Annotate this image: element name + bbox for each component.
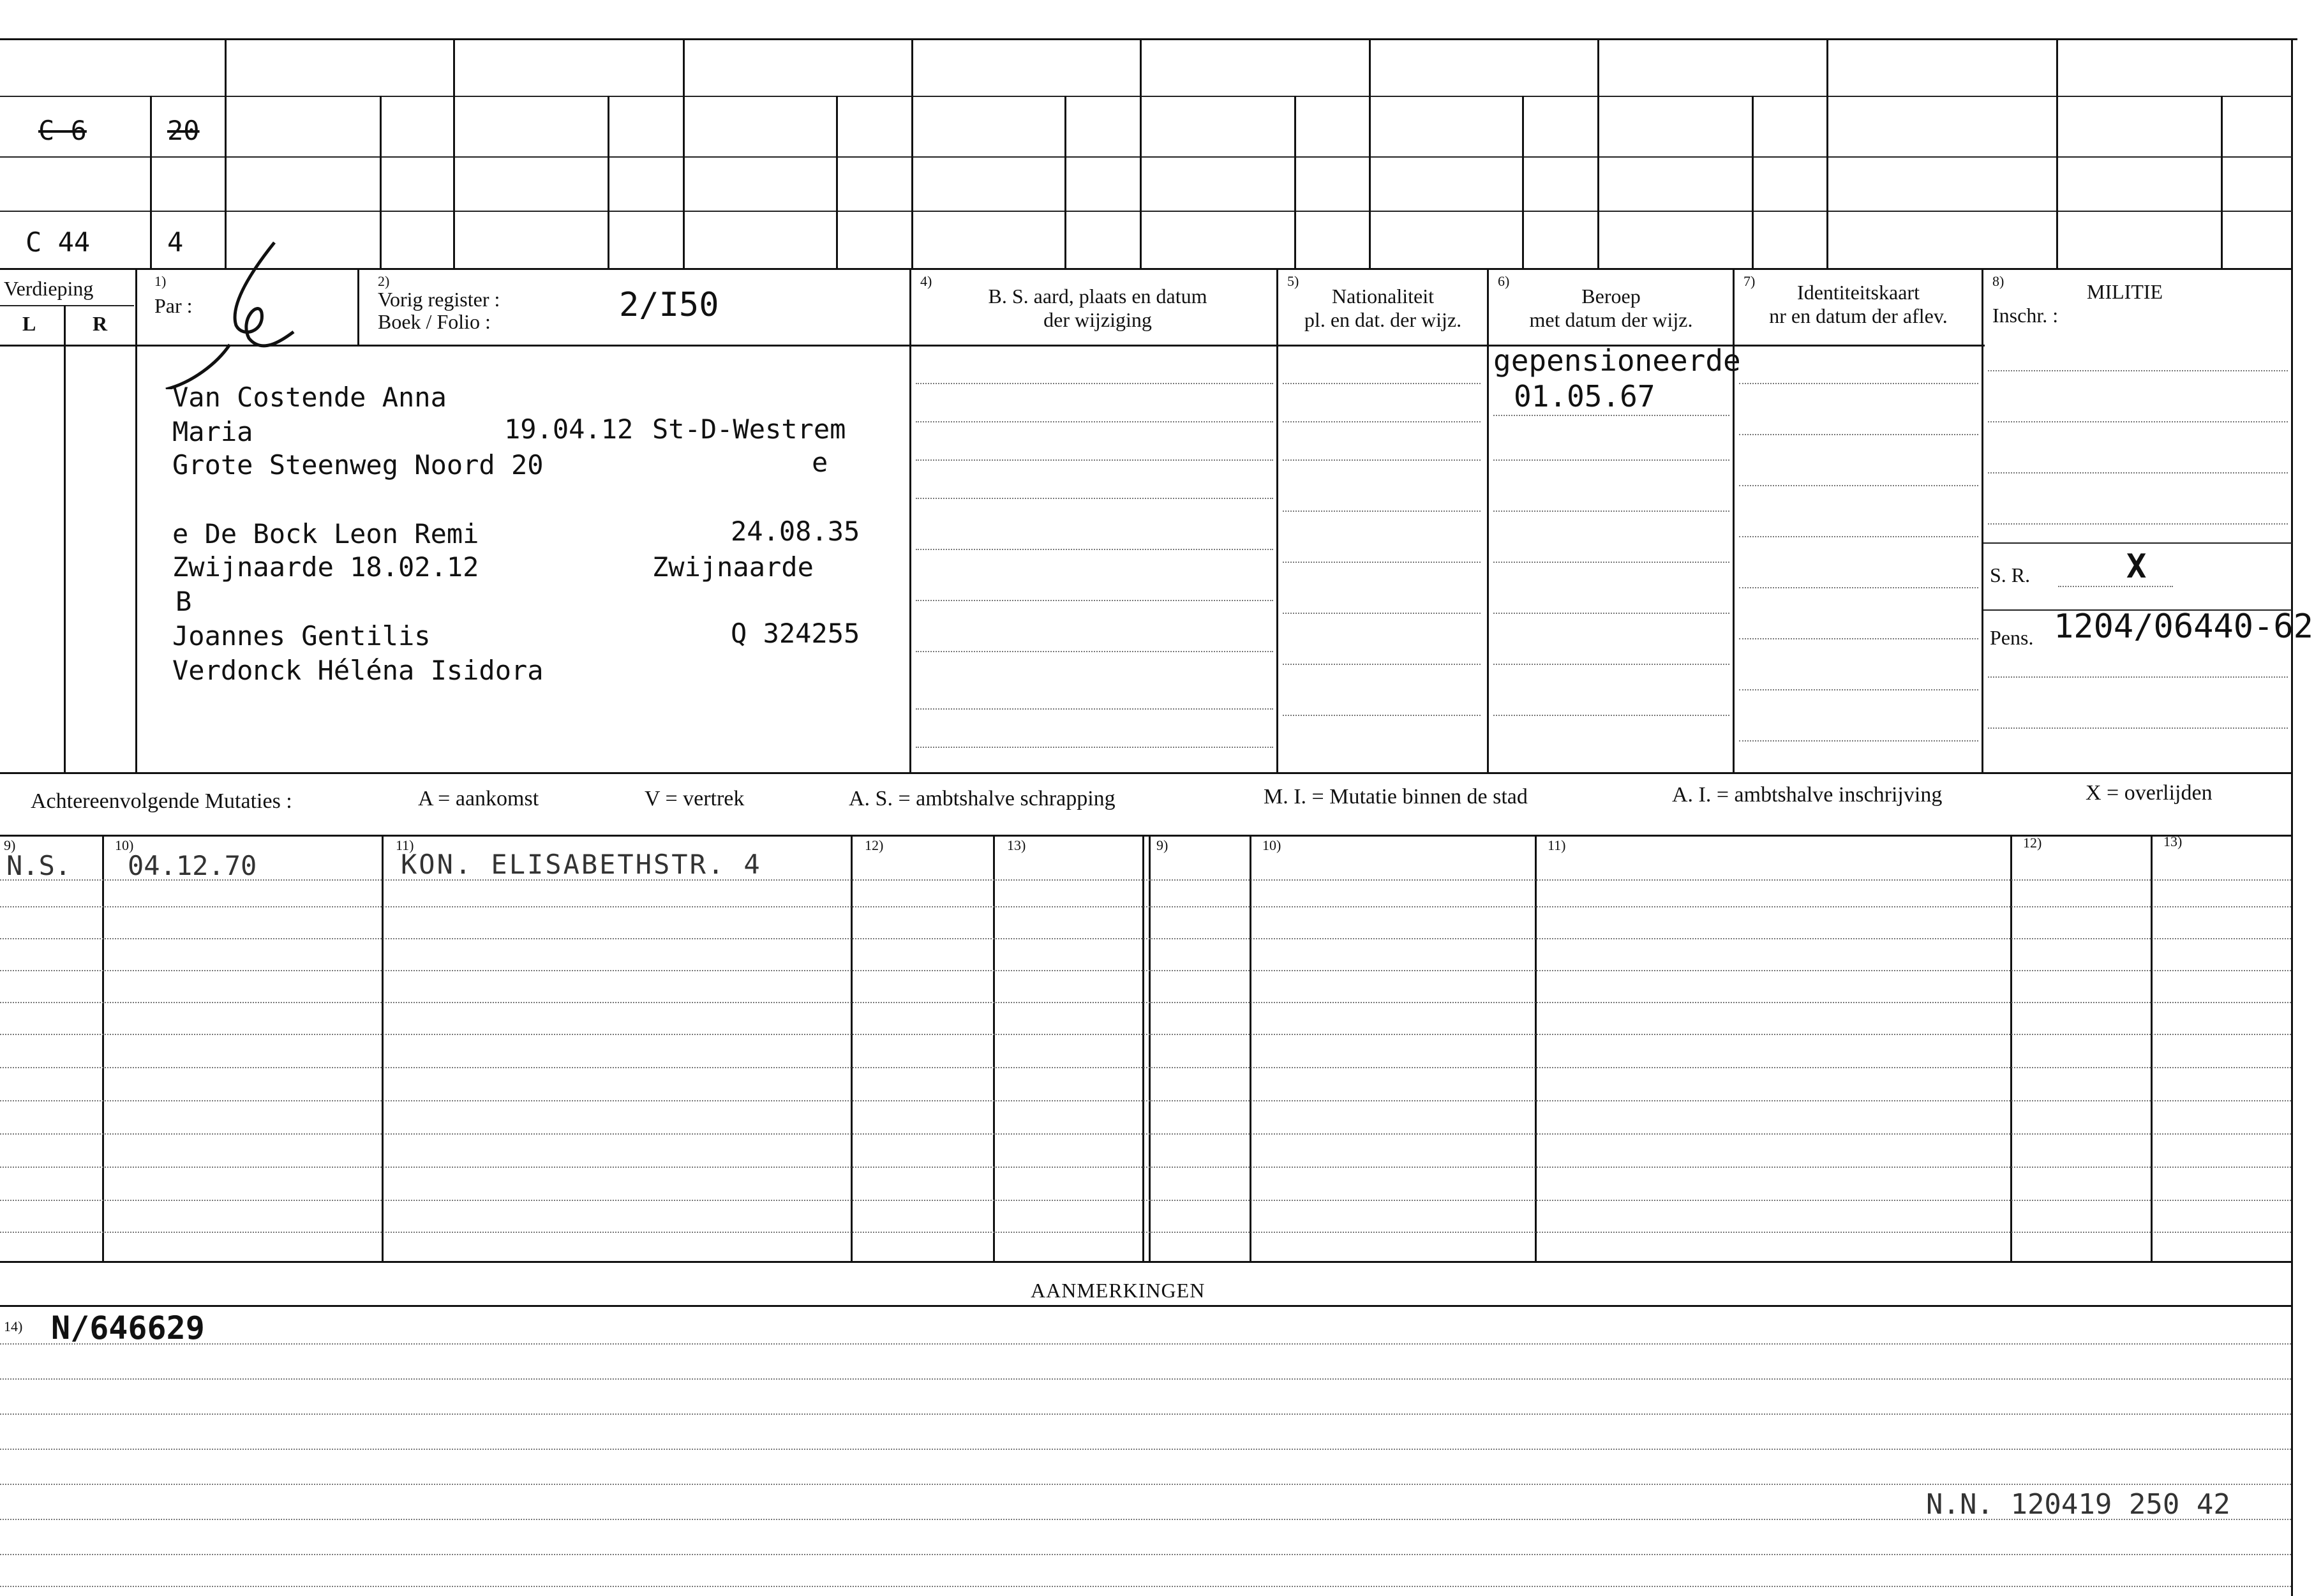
legend-overlijden: X = overlijden — [2086, 781, 2213, 805]
legend-vertrek: V = vertrek — [645, 787, 745, 810]
mutation-date: 04.12.70 — [128, 850, 257, 881]
sr-value: X — [2126, 548, 2147, 586]
par-label: Par : — [154, 294, 193, 317]
mut-col-12: 12) — [865, 837, 884, 853]
mut-col-9b: 9) — [1156, 837, 1168, 853]
legend-aankomst: A = aankomst — [418, 787, 539, 810]
par-signature — [153, 236, 300, 389]
beroep-number: 6) — [1498, 273, 1510, 289]
spouse-date: 24.08.35 — [731, 516, 860, 547]
vorig-number: 2) — [378, 273, 390, 289]
nationaliteit-header: Nationaliteit pl. en dat. der wijz. — [1304, 285, 1462, 331]
mut-col-10: 10) — [115, 837, 134, 853]
birth-date: 19.04.12 — [504, 414, 634, 445]
left-label: L — [22, 312, 36, 335]
birth-place: St-D-Westrem — [652, 414, 846, 445]
person-name: Van Costende Anna — [172, 382, 447, 413]
inschr-label: Inschr. : — [1992, 304, 2059, 327]
remarks-number: 14) — [4, 1318, 23, 1334]
old-register-code: C 6 — [38, 115, 87, 146]
address-mark: e — [812, 447, 828, 478]
pens-label: Pens. — [1990, 626, 2034, 649]
mut-col-9: 9) — [4, 837, 16, 853]
beroep-header: Beroep met datum der wijz. — [1529, 285, 1693, 331]
spouse-name: e De Bock Leon Remi — [172, 518, 479, 549]
identiteitskaart-header: Identiteitskaart nr en datum der aflev. — [1769, 281, 1948, 327]
mut-col-11b: 11) — [1548, 837, 1566, 853]
bs-header: B. S. aard, plaats en datum der wijziging — [988, 285, 1207, 331]
remarks-title: AANMERKINGEN — [1031, 1279, 1206, 1302]
mut-col-11: 11) — [396, 837, 414, 853]
mark-b: B — [175, 586, 192, 617]
mutation-code: N.S. — [6, 850, 71, 881]
father-name: Joannes Gentilis — [172, 620, 431, 652]
remarks-value: N/646629 — [51, 1309, 205, 1346]
mother-name: Verdonck Héléna Isidora — [172, 655, 544, 686]
mut-col-12b: 12) — [2023, 835, 2042, 851]
register-code: C 44 — [26, 227, 91, 258]
legend-schrapping: A. S. = ambtshalve schrapping — [849, 787, 1116, 810]
mut-col-13b: 13) — [2163, 833, 2183, 849]
spouse-birth: Zwijnaarde 18.02.12 — [172, 551, 479, 583]
mut-col-10b: 10) — [1262, 837, 1281, 853]
sr-label: S. R. — [1990, 563, 2031, 586]
register-number: 4 — [167, 227, 184, 258]
person-given-name: Maria — [172, 416, 253, 447]
footer-national-number: N.N. 120419 250 42 — [1926, 1488, 2230, 1521]
address: Grote Steenweg Noord 20 — [172, 449, 544, 481]
right-label: R — [93, 312, 108, 335]
old-register-number: 20 — [167, 115, 200, 146]
spouse-place: Zwijnaarde — [652, 551, 814, 583]
nat-number: 5) — [1287, 273, 1299, 289]
vorig-register-label: Vorig register : — [378, 288, 500, 311]
militie-number: 8) — [1992, 273, 2004, 289]
pens-value: 1204/06440-62 — [2054, 608, 2313, 646]
id-number: 7) — [1743, 273, 1756, 289]
legend-title: Achtereenvolgende Mutaties : — [31, 789, 292, 813]
beroep-date: 01.05.67 — [1514, 379, 1655, 414]
top-border — [0, 38, 2297, 40]
mutation-address: KON. ELISABETHSTR. 4 — [401, 849, 762, 880]
verdieping-label: Verdieping — [4, 277, 94, 300]
right-border — [2291, 38, 2293, 1596]
boek-folio-label: Boek / Folio : — [378, 310, 491, 333]
par-number: 1) — [154, 273, 167, 289]
vorig-register-value: 2/I50 — [619, 286, 719, 324]
bs-number: 4) — [920, 273, 932, 289]
mut-col-13: 13) — [1007, 837, 1026, 853]
legend-mutatie: M. I. = Mutatie binnen de stad — [1264, 785, 1528, 809]
militie-header: MILITIE — [2087, 280, 2163, 303]
beroep-value: gepensioneerde — [1493, 343, 1741, 378]
reference-code: Q 324255 — [731, 618, 860, 649]
legend-inschrijving: A. I. = ambtshalve inschrijving — [1672, 783, 1943, 807]
